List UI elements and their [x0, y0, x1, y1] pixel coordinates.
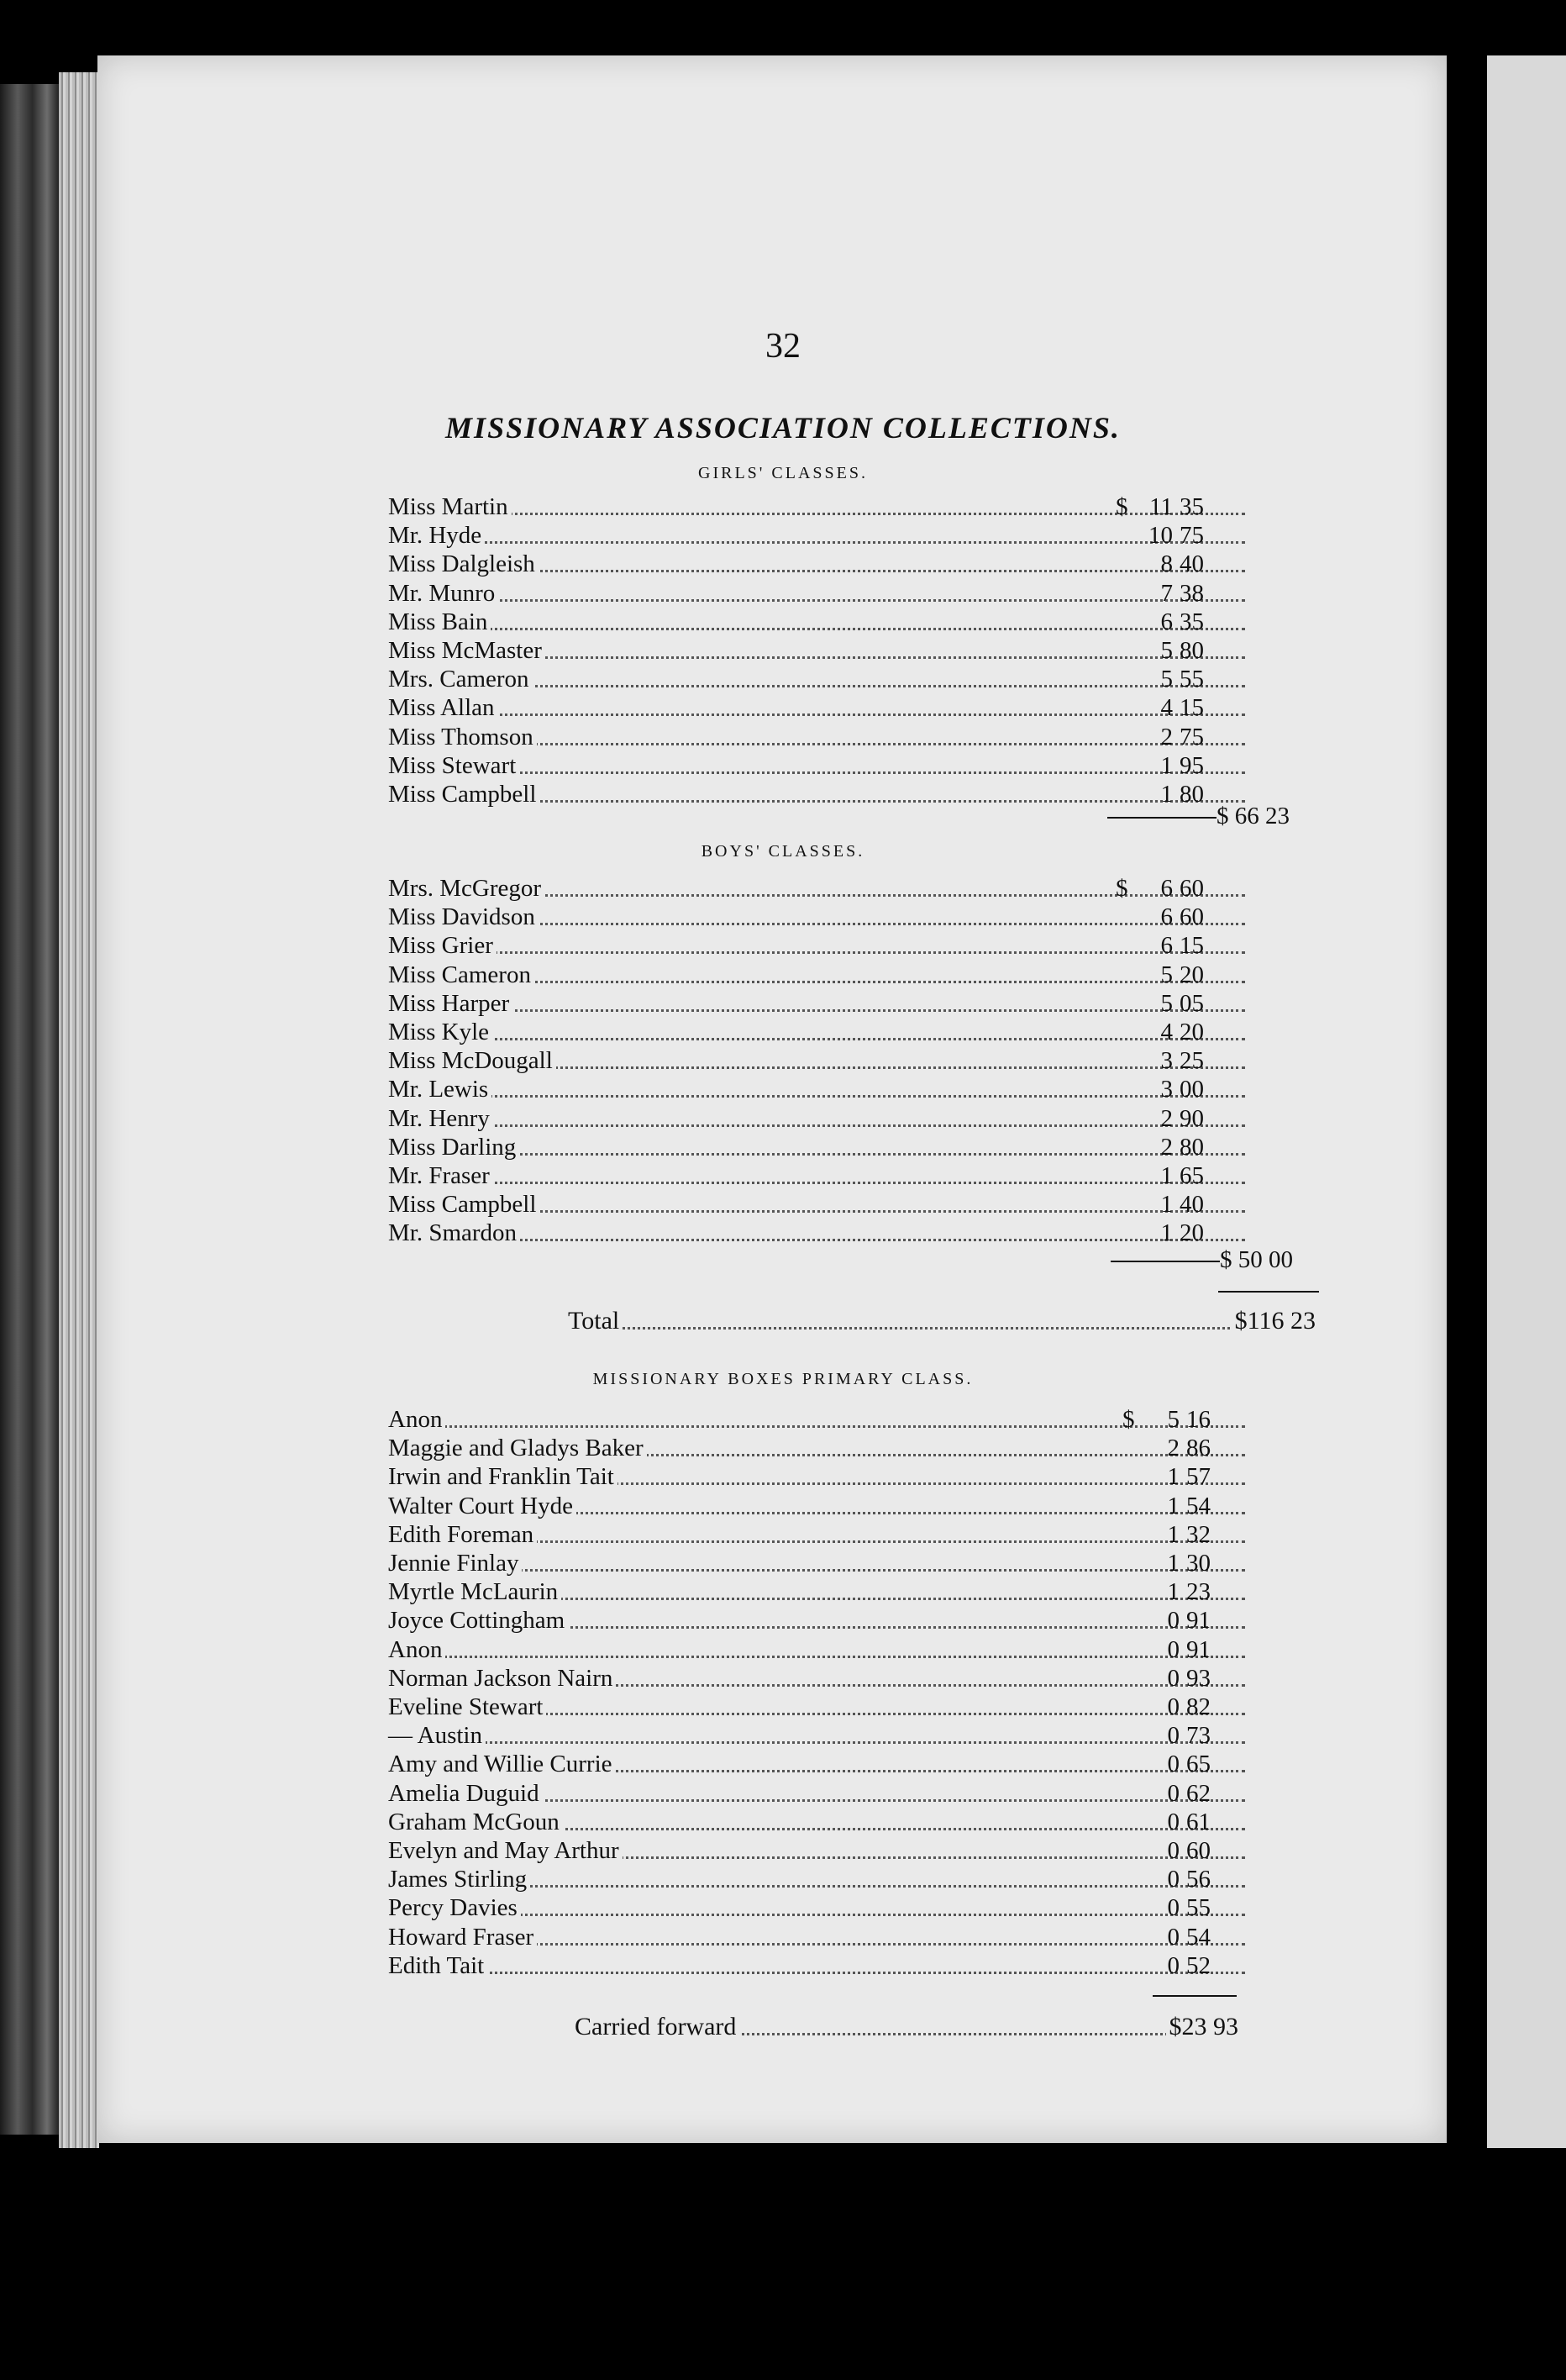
amount-dollars: 10 — [1148, 522, 1173, 550]
boys-subtotal-rule — [1111, 1261, 1220, 1262]
ledger-row — [388, 1893, 1245, 1922]
ledger-row — [388, 579, 1245, 608]
amount-cents: 54 — [1186, 1492, 1211, 1519]
ledger-row — [388, 1865, 1245, 1893]
page-stack-edge — [59, 72, 99, 2148]
amount-dollars: 3 — [1160, 1076, 1173, 1103]
amount-dollars: 11 — [1149, 493, 1173, 520]
dot-leader — [388, 541, 1245, 544]
ledger-row — [388, 521, 1245, 550]
contributor-name: Miss Kyle — [388, 1018, 492, 1046]
amount-dollars: 7 — [1160, 579, 1173, 607]
contributor-name: Graham McGoun — [388, 1808, 563, 1836]
contributor-name: Mr. Munro — [388, 579, 498, 608]
contributor-name: Mr. Smardon — [388, 1219, 520, 1247]
dot-leader — [388, 628, 1245, 630]
dot-leader — [388, 1972, 1245, 1974]
amount-cents: 80 — [1180, 781, 1204, 808]
amount-dollars: 6 — [1160, 875, 1173, 902]
ledger-row — [388, 1923, 1245, 1951]
amount-dollars: 0 — [1167, 1951, 1180, 1979]
ledger-row — [388, 1836, 1245, 1865]
ledger-row — [388, 1075, 1245, 1103]
girls-classes-heading: GIRLS' CLASSES. — [698, 464, 868, 482]
amount-cents: 90 — [1180, 1104, 1204, 1132]
ledger-row — [388, 1635, 1245, 1664]
ledger-row — [388, 1018, 1245, 1046]
contributor-name: Mrs. McGregor — [388, 874, 544, 903]
amount-dollars: 2 — [1167, 1435, 1180, 1462]
ledger-row — [388, 1693, 1245, 1721]
contributor-name: Miss Harper — [388, 989, 512, 1018]
amount-dollars: 1 — [1160, 1191, 1173, 1219]
contributor-name: — Austin — [388, 1721, 486, 1750]
amount-cents: 56 — [1186, 1866, 1211, 1893]
facing-page-edge — [1487, 55, 1566, 2148]
dollar-sign: $ — [1116, 493, 1128, 520]
dot-leader — [388, 1656, 1245, 1658]
dot-leader — [388, 1425, 1245, 1428]
ledger-row — [388, 492, 1245, 521]
amount-cents: 62 — [1186, 1779, 1211, 1807]
carried-forward-value: $23 93 — [1166, 2012, 1239, 2042]
amount-cents: 16 — [1186, 1406, 1211, 1433]
contributor-name: Miss Allan — [388, 693, 498, 722]
amount-dollars: 1 — [1167, 1578, 1180, 1606]
carried-forward-label: Carried forward — [575, 2012, 739, 2042]
boys-subtotal: $ 50 00 — [1220, 1246, 1293, 1273]
contributor-name: Evelyn and May Arthur — [388, 1836, 623, 1865]
total-rule — [1218, 1291, 1319, 1293]
ledger-row — [388, 989, 1245, 1018]
amount-cents: 57 — [1186, 1463, 1211, 1491]
amount-dollars: 4 — [1160, 694, 1173, 722]
ledger-row — [388, 1721, 1245, 1750]
total-value: $116 23 — [1232, 1306, 1316, 1336]
carried-forward-row — [575, 2012, 1238, 2042]
total-leader — [568, 1327, 1316, 1330]
ledger-row — [388, 1219, 1245, 1247]
amount-dollars: 8 — [1160, 550, 1173, 578]
amount-cents: 60 — [1180, 875, 1204, 902]
contributor-name: Miss Campbell — [388, 1190, 539, 1219]
ledger-row — [388, 751, 1245, 780]
amount-dollars: 0 — [1167, 1722, 1180, 1750]
amount-dollars: 4 — [1160, 1019, 1173, 1045]
contributor-name: Miss Campbell — [388, 780, 539, 808]
amount-cents: 86 — [1186, 1435, 1211, 1462]
page-number: 32 — [765, 327, 801, 366]
contributor-name: Edith Foreman — [388, 1520, 537, 1549]
contributor-name: Howard Fraser — [388, 1923, 537, 1951]
amount-cents: 73 — [1186, 1722, 1211, 1750]
ledger-row — [388, 1606, 1245, 1635]
ledger-row — [388, 1951, 1245, 1980]
amount-cents: 91 — [1186, 1607, 1211, 1635]
contributor-name: Mr. Lewis — [388, 1075, 491, 1103]
contributor-name: Mr. Fraser — [388, 1161, 493, 1190]
contributor-name: Walter Court Hyde — [388, 1492, 576, 1520]
total-row — [568, 1306, 1316, 1336]
missionary-boxes-heading: MISSIONARY BOXES PRIMARY CLASS. — [592, 1370, 974, 1388]
contributor-name: Mr. Henry — [388, 1104, 493, 1133]
amount-dollars: 0 — [1167, 1808, 1180, 1835]
contributor-name: Myrtle McLaurin — [388, 1577, 561, 1606]
amount-cents: 05 — [1180, 989, 1204, 1017]
contributor-name: Maggie and Gladys Baker — [388, 1434, 647, 1462]
amount-dollars: 0 — [1167, 1751, 1180, 1778]
contributor-name: Percy Davies — [388, 1893, 521, 1922]
dot-leader — [388, 1741, 1245, 1744]
contributor-name: Miss McDougall — [388, 1046, 556, 1075]
contributor-name: Edith Tait — [388, 1951, 487, 1980]
contributor-name: Miss Stewart — [388, 751, 519, 780]
contributor-name: Joyce Cottingham — [388, 1606, 568, 1635]
contributor-name: Miss Thomson — [388, 723, 537, 751]
contributor-name: Miss Cameron — [388, 961, 534, 989]
ledger-row — [388, 961, 1245, 989]
amount-cents: 75 — [1180, 723, 1204, 750]
ledger-row — [388, 1520, 1245, 1549]
amount-dollars: 1 — [1167, 1492, 1180, 1519]
ledger-row — [388, 550, 1245, 578]
contributor-name: Anon — [388, 1635, 445, 1664]
amount-dollars: 0 — [1167, 1837, 1180, 1864]
dot-leader — [388, 951, 1245, 954]
dollar-sign: $ — [1122, 1406, 1135, 1433]
amount-dollars: 1 — [1160, 1219, 1173, 1247]
amount-cents: 75 — [1180, 522, 1204, 550]
amount-dollars: 2 — [1160, 1133, 1173, 1161]
amount-cents: 65 — [1180, 1162, 1204, 1189]
contributor-name: Miss Darling — [388, 1133, 519, 1161]
amount-cents: 32 — [1186, 1520, 1211, 1548]
contributor-name: Miss Dalgleish — [388, 550, 539, 578]
amount-cents: 20 — [1180, 961, 1204, 988]
contributor-name: Irwin and Franklin Tait — [388, 1462, 617, 1491]
amount-cents: 15 — [1180, 932, 1204, 960]
dot-leader — [388, 713, 1245, 716]
amount-dollars: 0 — [1167, 1923, 1180, 1951]
amount-dollars: 5 — [1160, 961, 1173, 988]
amount-dollars: 0 — [1167, 1779, 1180, 1807]
girls-subtotal-rule — [1107, 817, 1217, 819]
amount-dollars: 1 — [1167, 1550, 1180, 1577]
amount-cents: 20 — [1180, 1019, 1204, 1045]
contributor-name: Amy and Willie Currie — [388, 1750, 616, 1778]
amount-dollars: 6 — [1160, 932, 1173, 960]
amount-dollars: 0 — [1167, 1607, 1180, 1635]
ledger-row — [388, 1046, 1245, 1075]
total-label: Total — [568, 1306, 623, 1336]
amount-cents: 95 — [1180, 751, 1204, 779]
amount-dollars: 1 — [1160, 751, 1173, 779]
contributor-name: Miss Martin — [388, 492, 512, 521]
amount-cents: 30 — [1186, 1550, 1211, 1577]
amount-dollars: 2 — [1160, 723, 1173, 750]
contributor-name: Mr. Hyde — [388, 521, 485, 550]
amount-dollars: 1 — [1160, 1162, 1173, 1189]
amount-cents: 54 — [1186, 1923, 1211, 1951]
ledger-row — [388, 931, 1245, 960]
contributor-name: Miss Grier — [388, 931, 497, 960]
amount-cents: 61 — [1186, 1808, 1211, 1835]
ledger-row — [388, 608, 1245, 636]
ledger-row — [388, 1104, 1245, 1133]
amount-dollars: 1 — [1167, 1463, 1180, 1491]
contributor-name: Eveline Stewart — [388, 1693, 546, 1721]
amount-cents: 35 — [1180, 493, 1204, 520]
amount-cents: 40 — [1180, 1191, 1204, 1219]
girls-subtotal: $ 66 23 — [1217, 803, 1290, 829]
boys-classes-heading: BOYS' CLASSES. — [701, 842, 865, 861]
amount-cents: 35 — [1180, 608, 1204, 635]
dot-leader — [388, 1009, 1245, 1012]
ledger-row — [388, 1664, 1245, 1693]
amount-cents: 52 — [1186, 1951, 1211, 1979]
amount-dollars: 0 — [1167, 1635, 1180, 1663]
amount-cents: 38 — [1180, 579, 1204, 607]
amount-cents: 93 — [1186, 1664, 1211, 1692]
ledger-row — [388, 1161, 1245, 1190]
contributor-name: Jennie Finlay — [388, 1549, 522, 1577]
contributor-name: Mrs. Cameron — [388, 665, 533, 693]
ledger-row — [388, 1808, 1245, 1836]
ledger-row — [388, 636, 1245, 665]
dot-leader — [388, 599, 1245, 602]
amount-cents: 15 — [1180, 694, 1204, 722]
amount-dollars: 5 — [1160, 666, 1173, 693]
ledger-row — [388, 1434, 1245, 1462]
amount-cents: 40 — [1180, 550, 1204, 578]
amount-dollars: 6 — [1160, 608, 1173, 635]
amount-cents: 60 — [1180, 903, 1204, 931]
amount-cents: 20 — [1180, 1219, 1204, 1247]
ledger-row — [388, 1549, 1245, 1577]
amount-dollars: 0 — [1167, 1894, 1180, 1922]
dot-leader — [388, 1095, 1245, 1098]
amount-dollars: 5 — [1167, 1406, 1180, 1433]
amount-dollars: 2 — [1160, 1104, 1173, 1132]
contributor-name: Miss Davidson — [388, 903, 539, 931]
amount-dollars: 0 — [1167, 1693, 1180, 1720]
dot-leader — [388, 1182, 1245, 1184]
amount-cents: 55 — [1180, 666, 1204, 693]
amount-cents: 91 — [1186, 1635, 1211, 1663]
ledger-row — [388, 903, 1245, 931]
amount-dollars: 0 — [1167, 1664, 1180, 1692]
ledger-row — [388, 1750, 1245, 1778]
ledger-row — [388, 874, 1245, 903]
contributor-name: Amelia Duguid — [388, 1779, 543, 1808]
ledger-row — [388, 780, 1245, 808]
amount-dollars: 1 — [1160, 781, 1173, 808]
amount-dollars: 6 — [1160, 903, 1173, 931]
contributor-name: Norman Jackson Nairn — [388, 1664, 616, 1693]
ledger-row — [388, 1405, 1245, 1434]
amount-cents: 00 — [1180, 1076, 1204, 1103]
amount-dollars: 5 — [1160, 637, 1173, 664]
amount-cents: 23 — [1186, 1578, 1211, 1606]
ledger-row — [388, 1779, 1245, 1808]
amount-cents: 80 — [1180, 637, 1204, 664]
amount-dollars: 5 — [1160, 989, 1173, 1017]
amount-cents: 60 — [1186, 1837, 1211, 1864]
ledger-row — [388, 693, 1245, 722]
contributor-name: Miss McMaster — [388, 636, 545, 665]
amount-cents: 25 — [1180, 1047, 1204, 1075]
dot-leader — [388, 1038, 1245, 1040]
amount-dollars: 1 — [1167, 1520, 1180, 1548]
amount-cents: 65 — [1186, 1751, 1211, 1778]
dollar-sign: $ — [1116, 875, 1128, 902]
ledger-row — [388, 1577, 1245, 1606]
ledger-row — [388, 723, 1245, 751]
contributor-name: James Stirling — [388, 1865, 530, 1893]
ledger-row — [388, 1462, 1245, 1491]
amount-dollars: 3 — [1160, 1047, 1173, 1075]
contributor-name: Anon — [388, 1405, 445, 1434]
amount-cents: 55 — [1186, 1894, 1211, 1922]
page-title: MISSIONARY ASSOCIATION COLLECTIONS. — [445, 411, 1121, 445]
amount-cents: 80 — [1180, 1133, 1204, 1161]
boxes-rule — [1153, 1995, 1237, 1997]
book-spine — [0, 84, 59, 2135]
amount-dollars: 0 — [1167, 1866, 1180, 1893]
dot-leader — [388, 1124, 1245, 1127]
ledger-row — [388, 1190, 1245, 1219]
amount-cents: 82 — [1186, 1693, 1211, 1720]
contributor-name: Miss Bain — [388, 608, 491, 636]
ledger-row — [388, 1133, 1245, 1161]
ledger-row — [388, 1492, 1245, 1520]
ledger-row — [388, 665, 1245, 693]
